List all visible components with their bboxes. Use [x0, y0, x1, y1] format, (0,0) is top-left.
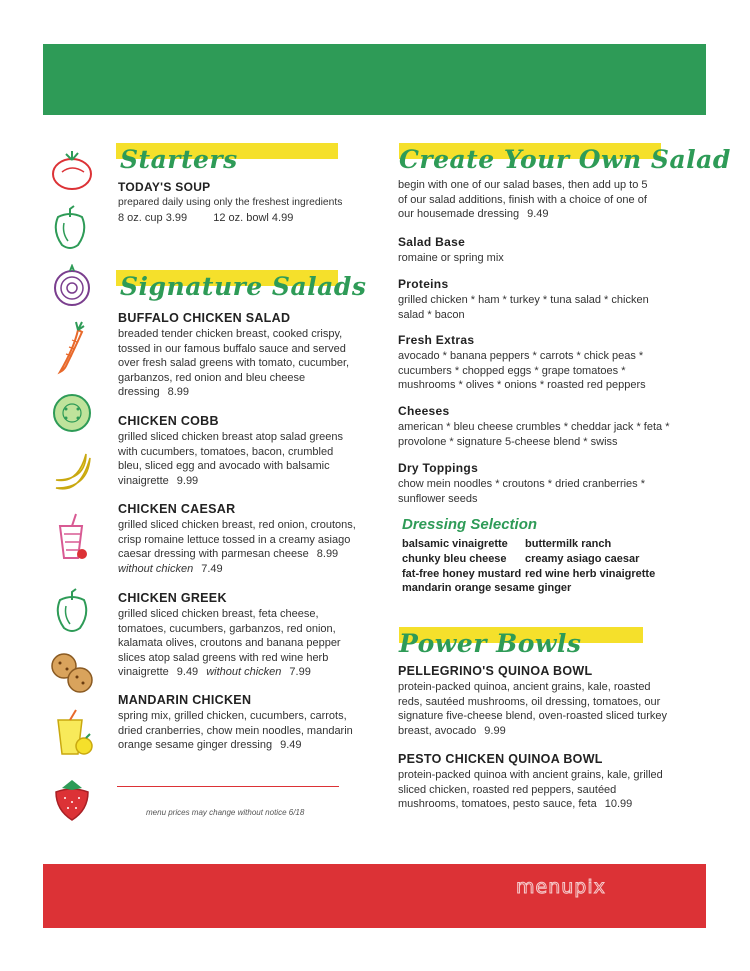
pepper-icon — [52, 588, 92, 634]
item-desc: spring mix, grilled chicken, cucumbers, carrots, dried cranberries, chow mein noodles, mandarin orange sesame ginger dressing — [118, 710, 353, 752]
create-price: 9.49 — [527, 208, 549, 221]
section-text: grilled chicken * ham * turkey * tuna salad * chicken salad * bacon — [398, 294, 649, 321]
create-heading: Create Your Own Salad — [399, 145, 731, 174]
section-title: Proteins — [398, 277, 449, 291]
header-band — [43, 44, 706, 115]
cookie-icon — [50, 652, 96, 694]
item-name: CHICKEN CAESAR — [118, 502, 236, 516]
juice-icon — [52, 708, 96, 758]
item-price: 9.99 — [484, 724, 506, 737]
menu-item — [118, 502, 356, 576]
create-section — [398, 404, 670, 449]
menu-item — [398, 752, 670, 812]
watermark-logo: menupix — [516, 876, 606, 898]
onion-icon — [50, 264, 94, 308]
item-desc: grilled sliced chicken breast, red onion, croutons, crisp romaine lettuce tossed in a creamy asiago caesar dressing with parmesan cheese — [118, 519, 356, 561]
cucumber-icon — [50, 393, 94, 433]
create-section — [398, 235, 670, 266]
dressing-option: red wine herb vinaigrette — [525, 567, 656, 580]
section-title: Dry Toppings — [398, 461, 479, 475]
dressing-option: creamy asiago caesar — [525, 552, 640, 565]
section-title: Cheeses — [398, 404, 450, 418]
item-price: 8.99 — [316, 548, 339, 561]
item-desc: grilled sliced chicken breast, feta cheese, tomatoes, cucumbers, garbanzos, red onion, kalamata olives, croutons and banana pepper slices atop salad greens with red wine herb vinaigrette — [118, 608, 341, 679]
item-name: MANDARIN CHICKEN — [118, 693, 252, 707]
item-desc: breaded tender chicken breast, cooked crispy, tossed in our famous buffalo sauce and served over fresh salad greens with tomato, cucumber, garbanzos, red onion and bleu cheese dressing — [118, 328, 350, 399]
section-text: chow mein noodles * croutons * dried cranberries * sunflower seeds — [398, 478, 646, 505]
signature-heading: Signature Salads — [110, 270, 340, 302]
create-intro-text: begin with one of our salad bases, then add up to 5 of our salad additions, finish with a choice of one of our housemade dressing — [398, 179, 648, 221]
soup-item — [118, 180, 356, 225]
dressing-title: Dressing Selection — [402, 516, 538, 533]
bowls-heading: Power Bowls — [395, 627, 645, 659]
section-text: avocado * banana peppers * carrots * chick peas * cucumbers * chopped eggs * grape tomatoes * mushrooms * olives * onions * roasted red peppers — [398, 350, 646, 392]
dressing-option: fat-free honey mustard — [402, 567, 522, 580]
soup-bowl-price: 12 oz. bowl 4.99 — [213, 211, 294, 224]
create-section — [398, 277, 670, 322]
item-desc: protein-packed quinoa, ancient grains, kale, roasted reds, sautéed mushrooms, oil dressing, tomatoes, our signature five-cheese blend, oven-roasted sliced turkey breast, avocado — [398, 681, 668, 737]
soup-name: TODAY'S SOUP — [118, 180, 211, 194]
section-title: Fresh Extras — [398, 333, 475, 347]
create-intro — [398, 178, 648, 222]
section-title: Salad Base — [398, 235, 466, 249]
item-alt-price: 7.49 — [201, 562, 223, 575]
item-price: 9.99 — [176, 474, 199, 487]
menu-item — [118, 591, 356, 680]
item-price: 8.99 — [167, 386, 189, 399]
drink-icon — [54, 512, 90, 562]
dressing-option: balsamic vinaigrette — [402, 538, 508, 550]
item-alt-label: without chicken — [118, 562, 194, 575]
carrot-icon — [52, 320, 88, 376]
item-alt-label: without chicken — [206, 666, 282, 679]
starters-heading: Starters — [110, 143, 340, 175]
strawberry-icon — [52, 778, 92, 822]
footer-band — [43, 864, 706, 928]
item-price: 9.49 — [280, 739, 302, 752]
item-name: BUFFALO CHICKEN SALAD — [118, 311, 291, 325]
banana-icon — [50, 450, 94, 494]
item-price: 10.99 — [604, 798, 633, 811]
item-price: 9.49 — [176, 666, 199, 679]
dressing-option: mandarin orange sesame ginger — [402, 582, 572, 595]
pepper-icon — [50, 205, 90, 251]
item-name: PELLEGRINO'S QUINOA BOWL — [398, 664, 593, 678]
divider — [117, 786, 339, 787]
item-desc: protein-packed quinoa with ancient grains, kale, grilled sliced chicken, roasted red peppers, sautéed mushrooms, tomatoes, pesto sauce, feta — [398, 769, 663, 811]
item-name: PESTO CHICKEN QUINOA BOWL — [398, 752, 603, 766]
menu-item — [118, 414, 356, 488]
item-name: CHICKEN GREEK — [118, 591, 227, 605]
dressing-option: chunky bleu cheese — [402, 552, 507, 565]
item-name: CHICKEN COBB — [118, 414, 219, 428]
create-section — [398, 461, 670, 506]
dressing-list — [402, 537, 655, 596]
soup-desc: prepared daily using only the freshest ingredients — [118, 197, 343, 208]
dressing-option: buttermilk ranch — [525, 538, 612, 550]
menu-item — [118, 311, 356, 400]
create-section — [398, 333, 670, 393]
soup-cup-price: 8 oz. cup 3.99 — [118, 211, 188, 224]
item-alt-price: 7.99 — [289, 666, 311, 679]
menu-item — [398, 664, 670, 738]
tomato-icon — [50, 148, 94, 192]
section-text: romaine or spring mix — [398, 252, 504, 264]
section-text: american * bleu cheese crumbles * cheddar jack * feta * provolone * signature 5-cheese blend * swiss — [398, 421, 670, 448]
footnote: menu prices may change without notice 6/18 — [146, 808, 305, 817]
menu-item — [118, 693, 356, 753]
item-desc: grilled sliced chicken breast atop salad greens with cucumbers, tomatoes, bacon, crumbled bleu, sliced egg and avocado with balsamic vinaigrette — [118, 431, 344, 487]
